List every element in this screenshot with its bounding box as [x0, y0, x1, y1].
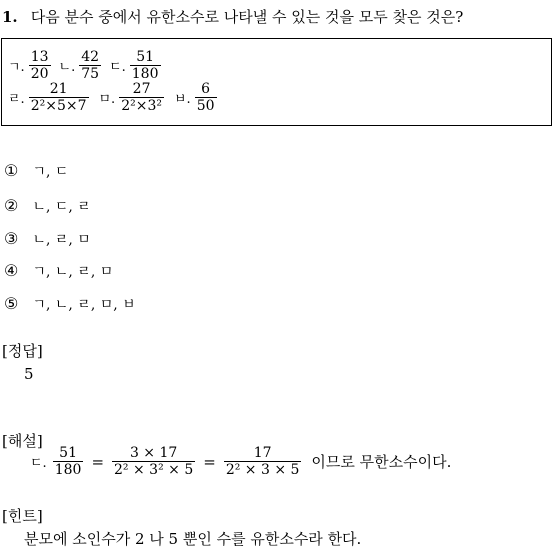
fraction: [53, 446, 84, 477]
equals-sign: =: [91, 452, 105, 471]
fraction: [130, 50, 161, 81]
choice-4[interactable]: [4, 261, 113, 281]
fraction-numerator: 13: [30, 49, 49, 65]
explanation-equation: [30, 446, 451, 477]
choice-text: ㄱ, ㄷ: [32, 164, 69, 180]
choice-text: ㄱ, ㄴ, ㄹ, ㅁ: [32, 264, 114, 280]
fraction-numerator: 3 × 17: [129, 445, 178, 461]
option-label: ㄷ.: [109, 60, 126, 76]
fraction-denominator: 50: [196, 97, 215, 114]
fraction: [112, 446, 195, 477]
option-label: ㄱ.: [8, 60, 25, 76]
fraction-numerator: 42: [81, 49, 100, 65]
hint-text: 분모에 소인수가 2 나 5 뿐인 수를 유한소수라 한다.: [24, 530, 362, 548]
fraction-numerator: 6: [201, 81, 211, 97]
fraction-numerator: 27: [132, 81, 151, 97]
fraction: [195, 82, 217, 113]
fraction: [29, 82, 89, 113]
option-row-2: [8, 82, 217, 113]
choice-text: ㄴ, ㄹ, ㅁ: [32, 232, 91, 248]
fraction-denominator: 2² × 3² × 5: [114, 461, 194, 478]
fraction-denominator: 2²×5×7: [30, 97, 87, 114]
fraction-numerator: 17: [253, 445, 272, 461]
answer-value: 5: [24, 365, 34, 383]
fraction-denominator: 180: [131, 65, 159, 82]
choice-mark: ④: [4, 261, 19, 280]
fraction-numerator: 51: [59, 445, 77, 461]
hint-header: [힌트]: [2, 507, 43, 525]
fraction-denominator: 20: [30, 65, 49, 82]
question: [2, 6, 463, 27]
option-label: ㅁ.: [98, 92, 116, 108]
choice-text: ㄴ, ㄷ, ㄹ: [32, 199, 91, 215]
question-number: 1.: [2, 8, 18, 26]
answer-header: [정답]: [2, 342, 43, 360]
choice-text: ㄱ, ㄴ, ㄹ, ㅁ, ㅂ: [32, 297, 136, 313]
choice-mark: ①: [4, 161, 19, 180]
equals-sign: =: [203, 452, 216, 471]
option-row-1: [8, 50, 161, 81]
fraction-denominator: 75: [81, 65, 100, 82]
fraction: [119, 82, 164, 113]
choice-mark: ⑤: [4, 294, 19, 313]
explanation-label: ㄷ.: [30, 456, 47, 472]
fraction-numerator: 21: [49, 81, 68, 97]
option-label: ㄴ.: [58, 60, 76, 76]
fraction-denominator: 2² × 3 × 5: [225, 461, 300, 478]
choice-5[interactable]: [4, 294, 136, 314]
option-label: ㅂ.: [173, 92, 191, 108]
explanation-tail: 이므로 무한소수이다.: [311, 453, 452, 472]
choice-mark: ③: [4, 229, 19, 248]
fraction: [29, 50, 51, 81]
fraction: [79, 50, 101, 81]
choice-2[interactable]: [4, 196, 91, 216]
fraction-denominator: 180: [54, 461, 82, 478]
fraction-denominator: 2²×3²: [121, 97, 162, 114]
choice-mark: ②: [4, 196, 19, 215]
explanation-header: [해설]: [2, 432, 43, 450]
fraction-numerator: 51: [136, 49, 155, 65]
choice-1[interactable]: [4, 161, 68, 181]
option-label: ㄹ.: [8, 92, 25, 108]
fraction: [224, 446, 302, 477]
choice-3[interactable]: [4, 229, 91, 249]
question-text: 다음 분수 중에서 유한소수로 나타낼 수 있는 것을 모두 찾은 것은?: [30, 8, 464, 26]
